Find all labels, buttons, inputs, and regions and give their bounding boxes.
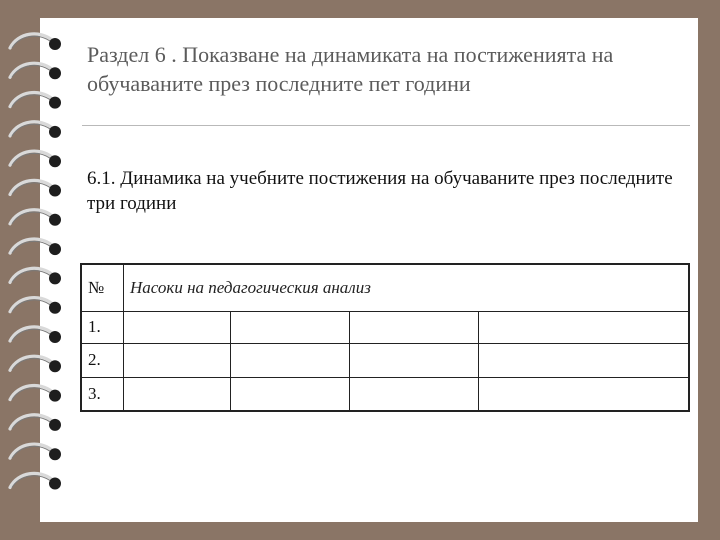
table-cell xyxy=(231,377,350,411)
table-cell xyxy=(124,311,231,343)
table-cell xyxy=(479,311,690,343)
spiral-hole xyxy=(49,97,61,109)
title-divider xyxy=(82,125,690,126)
table-header-row xyxy=(81,264,689,311)
spiral-hole xyxy=(49,185,61,197)
table-cell xyxy=(124,377,231,411)
page-title: Раздел 6 . Показване на динамиката на постиженията на обучаваните през последните пет години xyxy=(87,42,614,96)
table-row xyxy=(81,343,689,377)
table-cell xyxy=(350,377,479,411)
spiral-hole xyxy=(49,38,61,50)
table-cell xyxy=(479,377,690,411)
spiral-hole xyxy=(49,331,61,343)
spiral-hole xyxy=(49,155,61,167)
row-number-cell: 3. xyxy=(81,377,124,411)
row-number-cell: 1. xyxy=(81,311,124,343)
spiral-hole xyxy=(49,419,61,431)
spiral-hole xyxy=(49,243,61,255)
spiral-hole xyxy=(49,478,61,490)
spiral-binding-icon xyxy=(0,20,75,520)
spiral-hole xyxy=(49,214,61,226)
header-analysis-cell: Насоки на педагогическия анализ xyxy=(124,264,690,311)
table-row xyxy=(81,311,689,343)
table-cell xyxy=(479,343,690,377)
header-number-cell: № xyxy=(81,264,124,311)
spiral-hole xyxy=(49,360,61,372)
table-cell xyxy=(124,343,231,377)
section-subtitle: 6.1. Динамика на учебните постижения на обучаваните през последните три години xyxy=(87,168,673,214)
table-cell xyxy=(350,311,479,343)
row-number-cell: 2. xyxy=(81,343,124,377)
spiral-hole xyxy=(49,126,61,138)
analysis-table xyxy=(80,263,690,412)
table-cell xyxy=(231,343,350,377)
spiral-hole xyxy=(49,390,61,402)
spiral-hole xyxy=(49,272,61,284)
table-cell xyxy=(350,343,479,377)
table-cell xyxy=(231,311,350,343)
spiral-hole xyxy=(49,448,61,460)
spiral-hole xyxy=(49,302,61,314)
table-row xyxy=(81,377,689,411)
spiral-hole xyxy=(49,67,61,79)
